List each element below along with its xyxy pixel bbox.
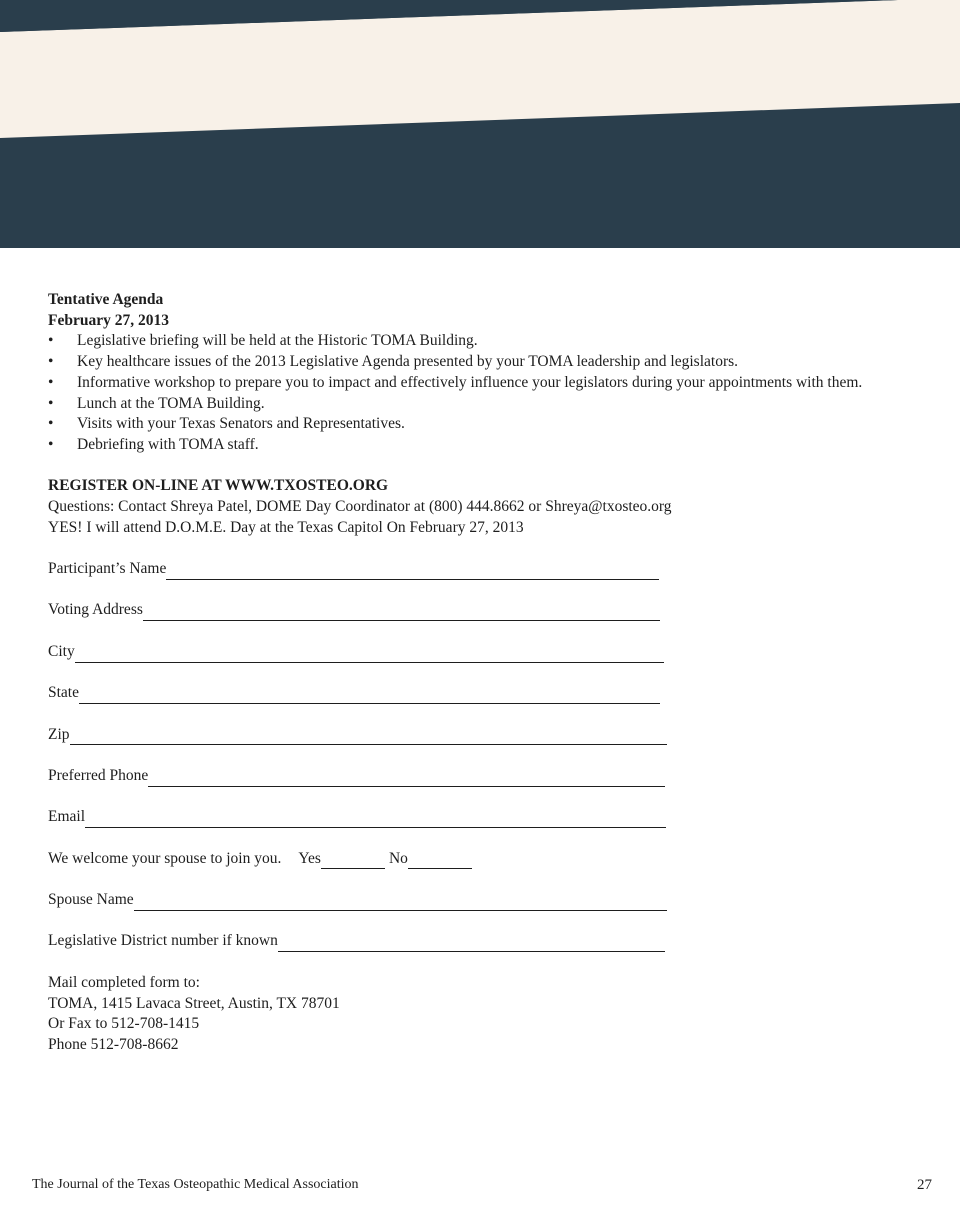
spouse-no-line[interactable] (408, 852, 472, 869)
spouse-name-label: Spouse Name (48, 891, 134, 909)
agenda-heading: Tentative Agenda (48, 291, 164, 308)
attend-confirmation: YES! I will attend D.O.M.E. Day at the Texas Capitol On February 27, 2013 (48, 518, 524, 536)
city-line[interactable] (75, 646, 664, 663)
agenda-item: • Legislative briefing will be held at the Historic TOMA Building. (48, 331, 918, 352)
mail-address: TOMA, 1415 Lavaca Street, Austin, TX 78701 (48, 994, 340, 1012)
spouse-no-label: No (388, 849, 408, 867)
journal-name: The Journal of the Texas Osteopathic Medical Association (32, 1177, 359, 1192)
email-label: Email (48, 808, 86, 826)
zip-field[interactable] (48, 725, 918, 746)
preferred-phone-label: Preferred Phone (48, 766, 149, 784)
zip-line[interactable] (70, 728, 667, 745)
agenda-item: • Key healthcare issues of the 2013 Legislative Agenda presented by your TOMA leadership and legislators. (48, 352, 918, 373)
legislative-district-label: Legislative District number if known (48, 932, 278, 950)
agenda-item: • Debriefing with TOMA staff. (48, 435, 918, 456)
questions-contact: Questions: Contact Shreya Patel, DOME Day Coordinator at (800) 444.8662 or Shreya@txosteo.org (48, 498, 672, 516)
page-number: 27 (917, 1177, 932, 1193)
spouse-attend-row (48, 849, 918, 870)
city-field[interactable] (48, 642, 918, 663)
participant-name-field[interactable] (48, 559, 918, 580)
agenda-item: • Visits with your Texas Senators and Representatives. (48, 414, 918, 435)
agenda-date: February 27, 2013 (48, 311, 169, 329)
preferred-phone-line[interactable] (148, 770, 665, 787)
participant-name-line[interactable] (166, 563, 659, 580)
state-field[interactable] (48, 683, 918, 704)
preferred-phone-field[interactable] (48, 766, 918, 787)
city-label: City (48, 642, 75, 660)
mail-instructions (48, 973, 918, 1056)
zip-label: Zip (48, 725, 70, 743)
phone-number: Phone 512-708-8662 (48, 1035, 179, 1053)
agenda-list (48, 331, 918, 455)
agenda-item: • Informative workshop to prepare you to impact and effectively influence your legislators during your appointments with them. (48, 373, 918, 394)
voting-address-field[interactable] (48, 600, 918, 621)
email-field[interactable] (48, 807, 918, 828)
page-content (48, 290, 918, 1056)
agenda-item: • Lunch at the TOMA Building. (48, 394, 918, 415)
spouse-name-field[interactable] (48, 890, 918, 911)
spouse-prompt: We welcome your spouse to join you. (48, 849, 282, 867)
legislative-district-field[interactable] (48, 931, 918, 952)
participant-name-label: Participant’s Name (48, 560, 167, 578)
voting-address-label: Voting Address (48, 601, 143, 619)
spouse-yes-label: Yes (298, 849, 321, 867)
spouse-name-line[interactable] (134, 894, 667, 911)
fax-number: Or Fax to 512-708-1415 (48, 1015, 200, 1033)
state-label: State (48, 684, 79, 702)
header-banner (0, 0, 960, 248)
mail-line-1: Mail completed form to: (48, 973, 200, 991)
voting-address-line[interactable] (143, 604, 660, 621)
register-heading: REGISTER ON-LINE AT WWW.TXOSTEO.ORG (48, 477, 389, 495)
legislative-district-line[interactable] (278, 935, 665, 952)
state-line[interactable] (79, 687, 660, 704)
spouse-yes-line[interactable] (321, 852, 385, 869)
email-line[interactable] (85, 811, 666, 828)
